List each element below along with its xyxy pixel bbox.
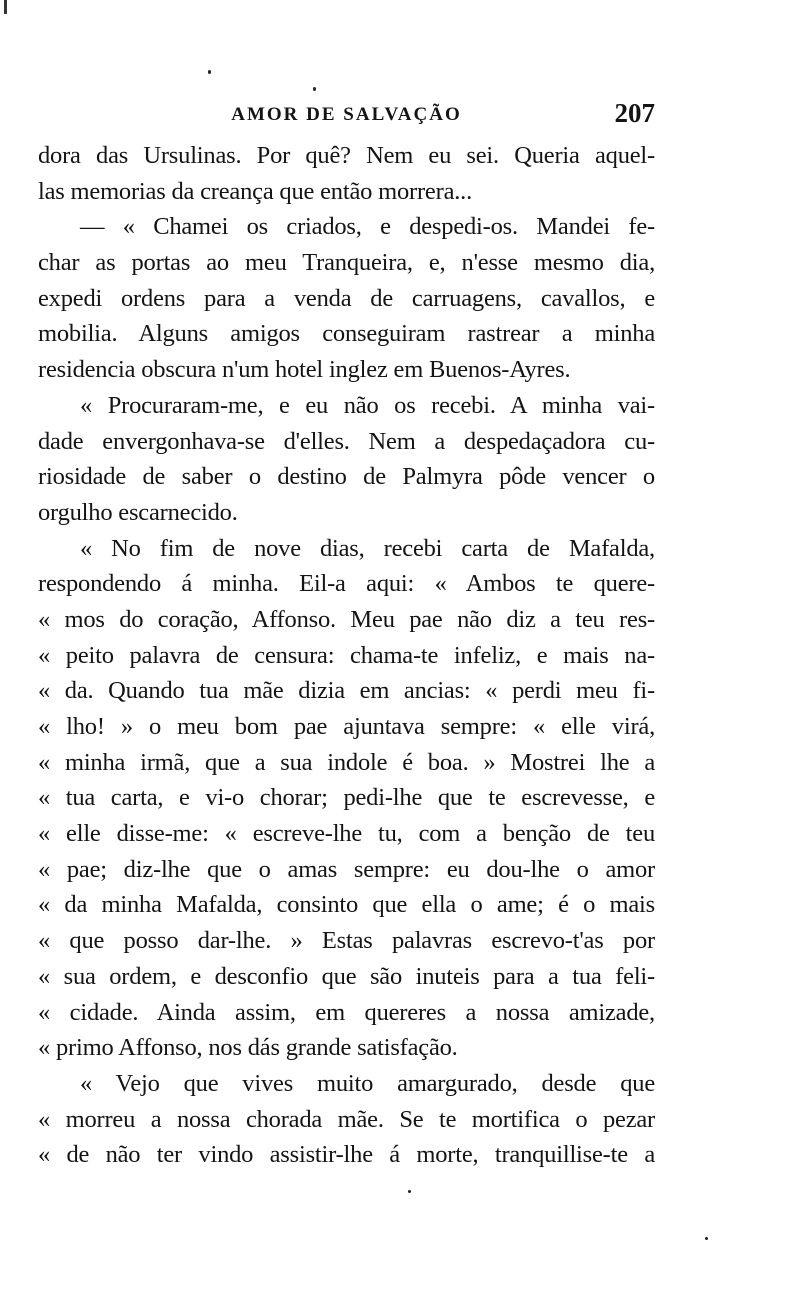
text-line: dora das Ursulinas. Por quê? Nem eu sei. Queria aquel- bbox=[38, 142, 655, 169]
running-title: AMOR DE SALVAÇÃO bbox=[231, 104, 462, 125]
text-line: « Procuraram-me, e eu não os recebi. A minha vai- bbox=[80, 391, 655, 419]
text-line: « No fim de nove dias, recebi carta de Mafalda, bbox=[80, 534, 655, 562]
text-line: « sua ordem, e desconfio que são inuteis para a tua feli- bbox=[38, 962, 655, 990]
text-line: « elle disse-me: « escreve-lhe tu, com a benção de teu bbox=[38, 820, 655, 848]
page-number: 207 bbox=[614, 98, 655, 128]
text-line: riosidade de saber o destino de Palmyra pôde vencer o bbox=[38, 463, 655, 491]
ink-speck bbox=[313, 87, 316, 91]
text-line: char as portas ao meu Tranqueira, e, n'esse mesmo dia, bbox=[38, 249, 655, 277]
text-line: « minha irmã, que a sua indole é boa. » Mostrei lhe a bbox=[38, 748, 655, 776]
text-line: « Vejo que vives muito amargurado, desde que bbox=[80, 1069, 655, 1097]
text-line: « morreu a nossa chorada mãe. Se te mortifica o pezar bbox=[38, 1105, 655, 1133]
ink-speck bbox=[208, 70, 211, 74]
text-line: « primo Affonso, nos dás grande satisfação. bbox=[38, 1034, 458, 1062]
ink-speck bbox=[705, 1237, 708, 1240]
text-line: dade envergonhava-se d'elles. Nem a despedaçadora cu- bbox=[38, 427, 655, 455]
text-line: « de não ter vindo assistir-lhe á morte, tranquillise-te a bbox=[38, 1141, 655, 1169]
text-line: « que posso dar-lhe. » Estas palavras escrevo-t'as por bbox=[38, 927, 655, 955]
text-line: expedi ordens para a venda de carruagens, cavallos, e bbox=[38, 284, 655, 312]
text-line: « lho! » o meu bom pae ajuntava sempre: « elle virá, bbox=[38, 713, 655, 740]
text-line: las memorias da creança que então morrera... bbox=[38, 177, 473, 205]
text-line: mobilia. Alguns amigos conseguiram rastrear a minha bbox=[38, 320, 655, 348]
ink-speck bbox=[408, 1190, 411, 1193]
text-line: « da minha Mafalda, consinto que ella o ame; é o mais bbox=[38, 891, 655, 919]
text-line: « tua carta, e vi-o chorar; pedi-lhe que te escrevesse, e bbox=[38, 784, 655, 812]
text-line: residencia obscura n'um hotel inglez em Buenos-Ayres. bbox=[38, 356, 571, 384]
text-line: « cidade. Ainda assim, em quereres a nossa amizade, bbox=[38, 998, 655, 1026]
text-line: « mos do coração, Affonso. Meu pae não diz a teu res- bbox=[38, 605, 655, 633]
text-line: « da. Quando tua mãe dizia em ancias: « perdi meu fi- bbox=[38, 677, 655, 705]
body-text bbox=[38, 138, 655, 1173]
text-line: — « Chamei os criados, e despedi-os. Mandei fe- bbox=[80, 213, 655, 241]
text-line: « pae; diz-lhe que o amas sempre: eu dou-lhe o amor bbox=[38, 855, 655, 883]
text-line: « peito palavra de censura: chama-te infeliz, e mais na- bbox=[38, 641, 655, 669]
scan-corner-mark bbox=[4, 0, 7, 14]
text-line: respondendo á minha. Eil-a aqui: « Ambos te quere- bbox=[38, 570, 655, 598]
page-header bbox=[38, 98, 655, 132]
text-line: orgulho escarnecido. bbox=[38, 498, 238, 526]
